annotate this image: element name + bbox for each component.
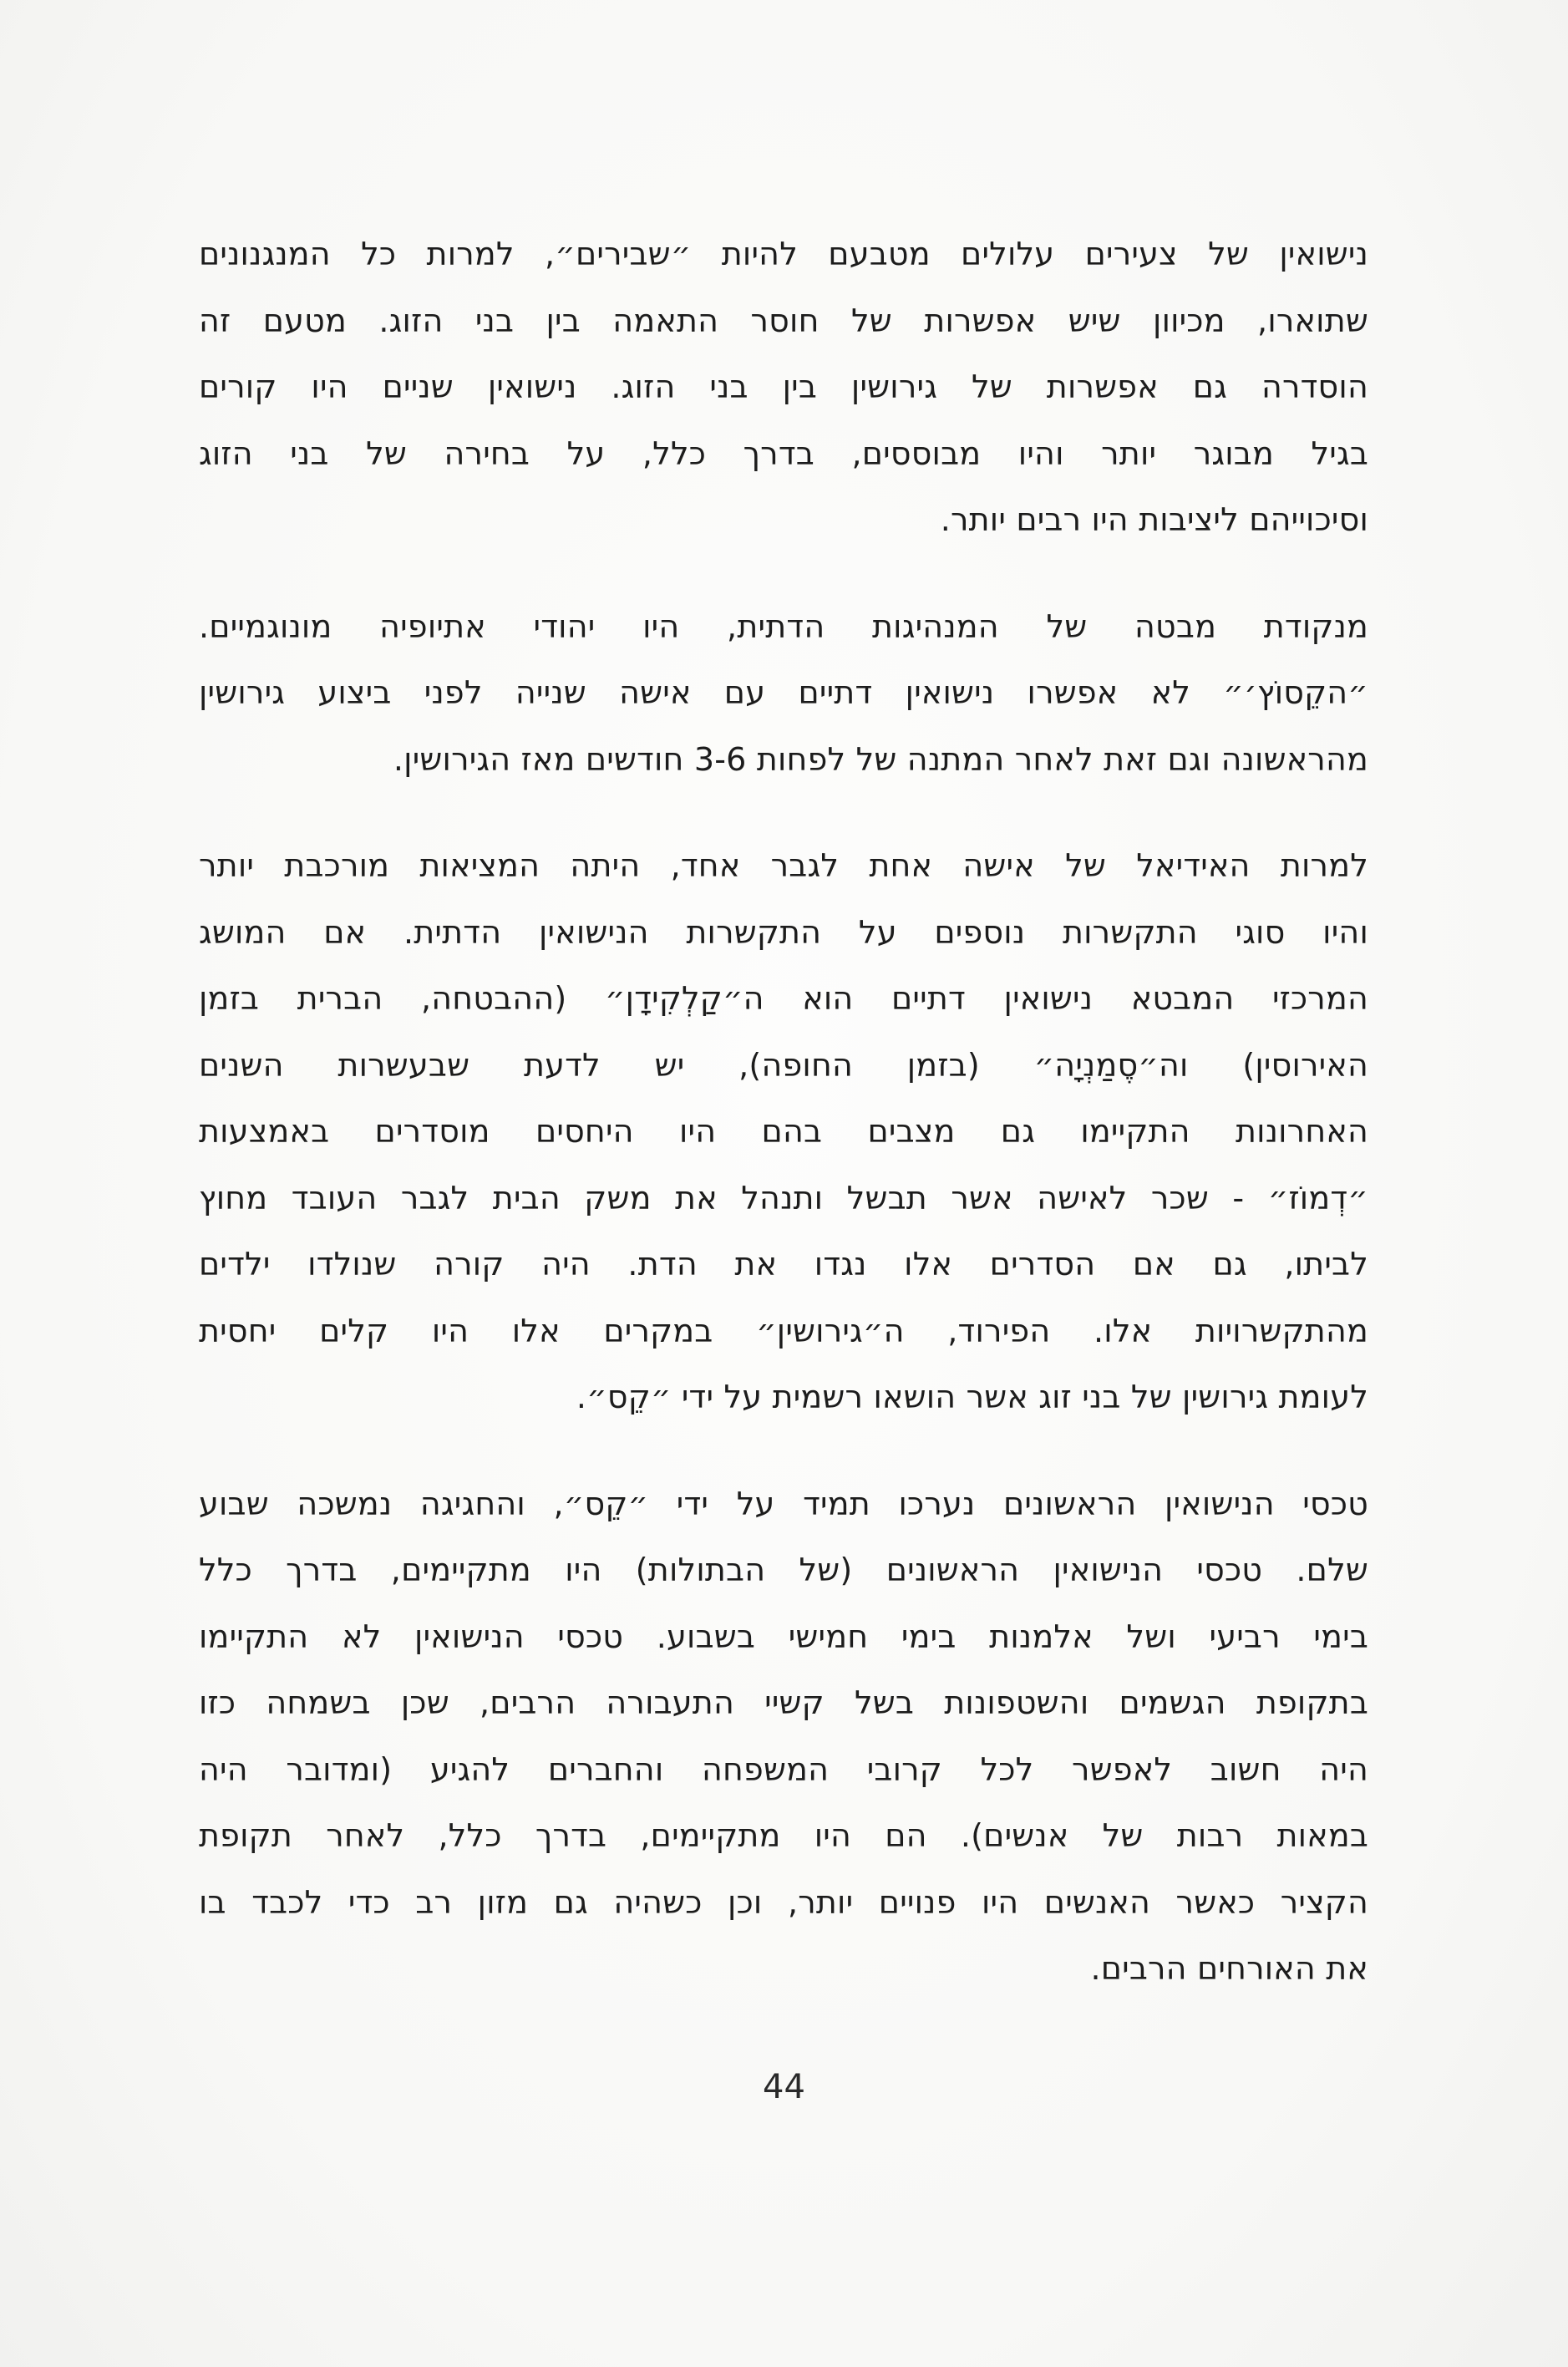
text-line: שלם. טכסי הנישואין הראשונים (של הבתולות) היו מתקיימים, בדרך כלל <box>199 1552 1368 1588</box>
text-line: טכסי הנישואין הראשונים נערכו תמיד על ידי ״קֵס״, והחגיגה נמשכה שבוע <box>199 1485 1368 1522</box>
text-line: בגיל מבוגר יותר והיו מבוססים, בדרך כלל, על בחירה של בני הזוג <box>199 434 1368 472</box>
text-line: הוסדרה גם אפשרות של גירושין בין בני הזוג. נישואין שניים היו קורים <box>199 368 1368 405</box>
body-text <box>199 221 1368 2043</box>
text-line: בימי רביעי ושל אלמנות בימי חמישי בשבוע. טכסי הנישואין לא התקיימו <box>199 1618 1368 1655</box>
paragraph-4 <box>199 1471 1368 2003</box>
text-line: ״דְמוֹז״ - שכר לאישה אשר תבשל ותנהל את משק הבית לגבר העובד מחוץ <box>199 1179 1368 1217</box>
text-line: הקציר כאשר האנשים היו פנויים יותר, וכן כשהיה גם מזון רב כדי לכבד בו <box>199 1883 1368 1921</box>
text-line: מהראשונה וגם זאת לאחר המתנה של לפחות 3-6 חודשים מאז הגירושין. <box>393 740 1368 778</box>
text-line: האחרונות התקיימו גם מצבים בהם היו היחסים מוסדרים באמצעות <box>199 1113 1368 1150</box>
text-line: המרכזי המבטא נישואין דתיים הוא ה״קַלְקִידָן״ (ההבטחה, הברית בזמן <box>199 980 1368 1017</box>
text-line: לעומת גירושין של בני זוג אשר הושאו רשמית על ידי ״קֵס״. <box>576 1379 1368 1415</box>
text-line: למרות האידיאל של אישה אחת לגבר אחד, היתה המציאות מורכבת יותר <box>199 847 1368 884</box>
text-line: והיו סוגי התקשרות נוספים על התקשרות הנישואין הדתית. אם המושג <box>199 913 1368 951</box>
text-line: נישואין של צעירים עלולים מטבעם להיות ״שבירים״, למרות כל המנגנונים <box>199 236 1368 272</box>
text-line: ״הקֵסוֹץ׳״ לא אפשרו נישואין דתיים עם אישה שנייה לפני ביצוע גירושין <box>199 674 1368 711</box>
text-line: היה חשוב לאפשר לכל קרובי המשפחה והחברים להגיע (ומדובר היה <box>199 1750 1368 1788</box>
text-line: בתקופת הגשמים והשטפונות בשל קשיי התעבורה הרבים, שכן בשמחה כזו <box>199 1684 1368 1721</box>
text-line: וסיכוייהם ליציבות היו רבים יותר. <box>940 501 1368 538</box>
paragraph-1 <box>199 221 1368 554</box>
text-line: במאות רבות של אנשים). הם היו מתקיימים, בדרך כלל, לאחר תקופת <box>199 1817 1368 1854</box>
page-number: 44 <box>763 2068 805 2106</box>
text-line: האירוסין) וה״סֶמַנְיָה״ (בזמן החופה), יש לדעת שבעשרות השנים <box>199 1046 1368 1084</box>
text-line: מנקודת מבטה של המנהיגות הדתית, היו יהודי אתיופיה מונוגמיים. <box>199 607 1368 645</box>
text-line: לביתו, גם אם הסדרים אלו נגדו את הדת. היה קורה שנולדו ילדים <box>199 1246 1368 1283</box>
text-line: שתוארו, מכיוון שיש אפשרות של חוסר התאמה בין בני הזוג. מטעם זה <box>199 302 1368 339</box>
text-line: מהתקשרויות אלו. הפירוד, ה״גירושין״ במקרים אלו היו קלים יחסית <box>199 1312 1368 1349</box>
paragraph-3 <box>199 833 1368 1431</box>
text-line: את האורחים הרבים. <box>1090 1950 1368 1987</box>
paragraph-2 <box>199 594 1368 794</box>
